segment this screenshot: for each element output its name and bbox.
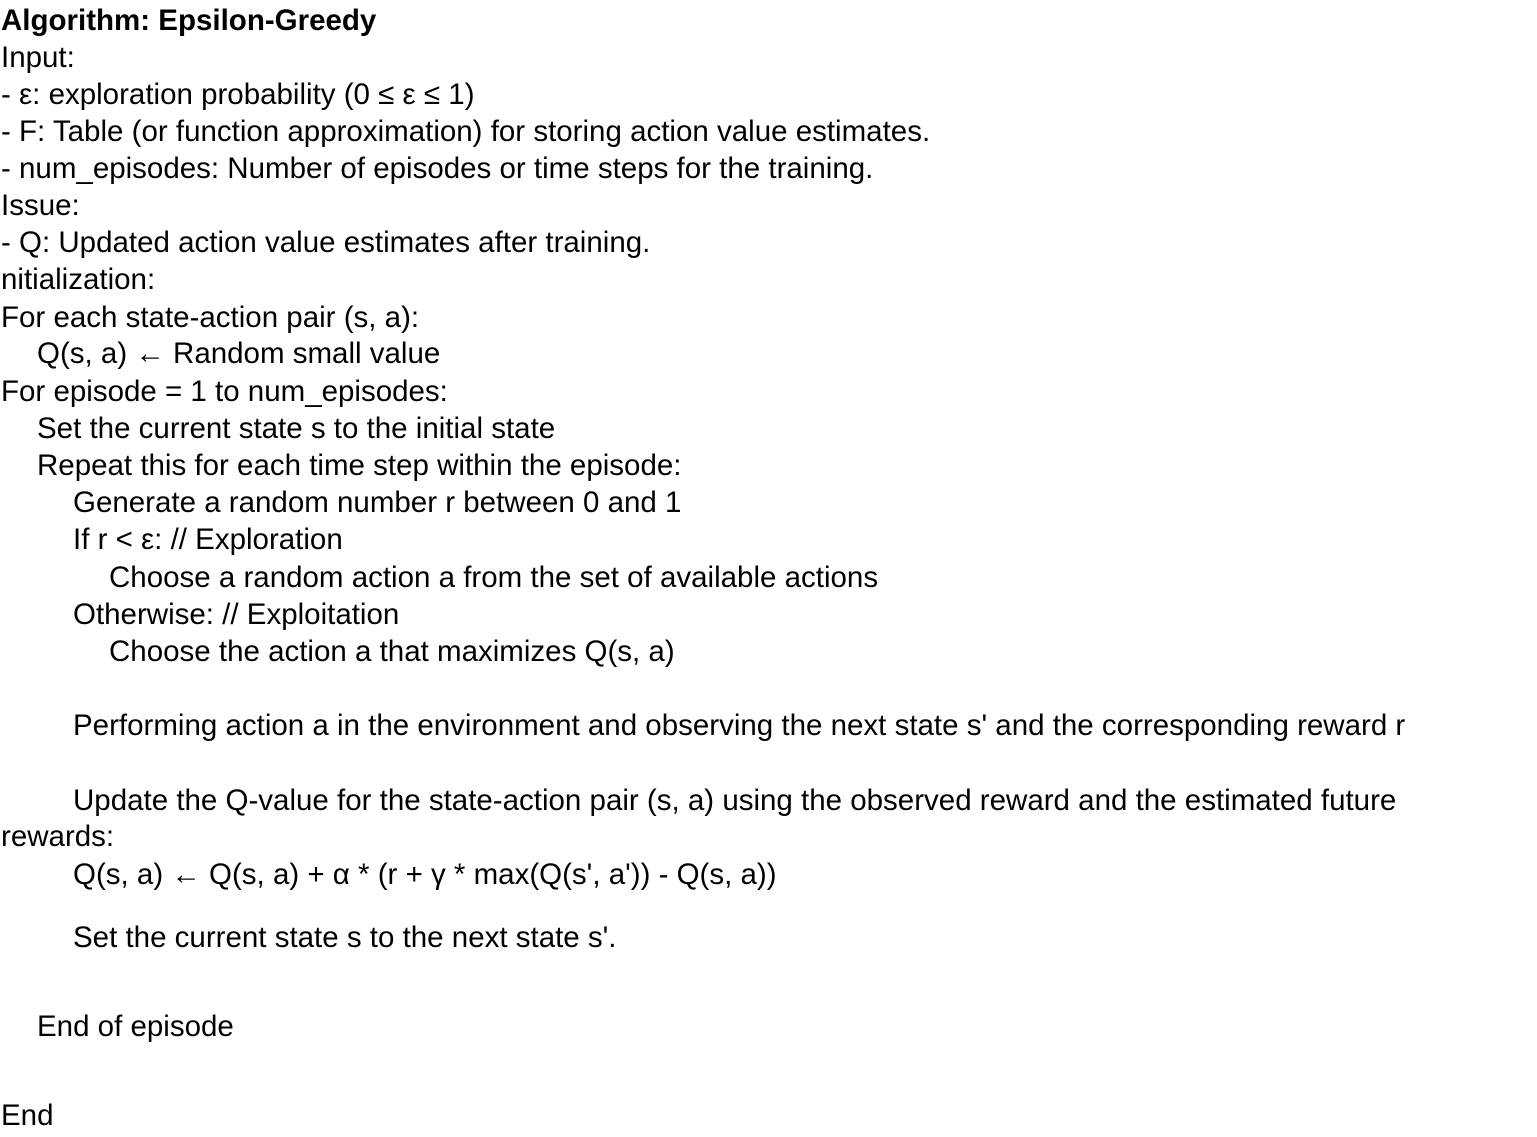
exploration-condition-line: If r < ε: // Exploration bbox=[73, 523, 343, 556]
set-next-state-line: Set the current state s to the next state s'. bbox=[73, 921, 617, 954]
issue-q-line: - Q: Updated action value estimates after training. bbox=[1, 226, 651, 259]
end-line: End bbox=[1, 1099, 54, 1132]
update-q-line: Update the Q-value for the state-action pair (s, a) using the observed reward and the estimated future bbox=[73, 784, 1397, 817]
random-action-line: Choose a random action a from the set of available actions bbox=[109, 561, 879, 594]
input-heading: Input: bbox=[1, 41, 75, 74]
exploitation-condition-line: Otherwise: // Exploitation bbox=[73, 598, 400, 631]
algorithm-title: Algorithm: Epsilon-Greedy bbox=[1, 4, 377, 37]
episode-loop-line: For episode = 1 to num_episodes: bbox=[1, 375, 448, 408]
generate-random-line: Generate a random number r between 0 and 1 bbox=[73, 486, 682, 519]
input-episodes-line: - num_episodes: Number of episodes or time steps for the training. bbox=[1, 152, 874, 185]
input-table-line: - F: Table (or function approximation) for storing action value estimates. bbox=[1, 115, 931, 148]
input-epsilon-line: - ε: exploration probability (0 ≤ ε ≤ 1) bbox=[1, 78, 475, 111]
perform-action-line: Performing action a in the environment and observing the next state s' and the corresponding reward r bbox=[73, 709, 1406, 742]
update-q-continuation-line: rewards: bbox=[1, 820, 115, 853]
for-each-pair-line: For each state-action pair (s, a): bbox=[1, 301, 420, 334]
end-of-episode-line: End of episode bbox=[37, 1010, 234, 1043]
issue-heading: Issue: bbox=[1, 189, 80, 222]
q-update-formula-line: Q(s, a) ← Q(s, a) + α * (r + γ * max(Q(s', a')) - Q(s, a)) bbox=[73, 858, 777, 891]
set-initial-state-line: Set the current state s to the initial state bbox=[37, 412, 556, 445]
q-init-line: Q(s, a) ← Random small value bbox=[37, 337, 441, 370]
initialization-heading: nitialization: bbox=[1, 263, 156, 296]
repeat-time-step-line: Repeat this for each time step within the episode: bbox=[37, 449, 682, 482]
greedy-action-line: Choose the action a that maximizes Q(s, a) bbox=[109, 635, 675, 668]
